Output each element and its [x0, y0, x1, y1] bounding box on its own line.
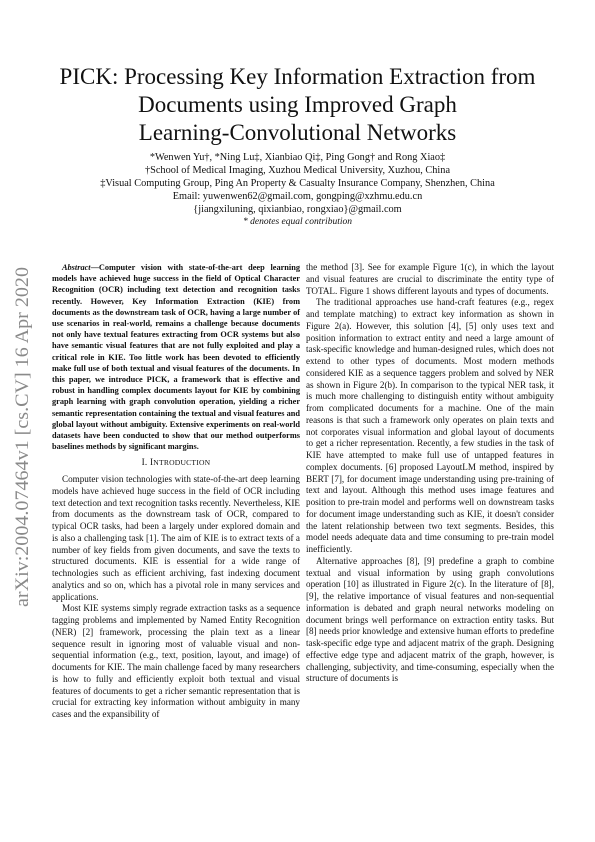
- arxiv-stamp-svg: [4, 262, 38, 612]
- abstract-dash: —: [90, 263, 99, 272]
- left-column: [52, 262, 300, 721]
- email-line-1[interactable]: Email: yuwenwen62@gmail.com, gongping@xzhmu.edu.cn: [172, 191, 423, 202]
- affiliation-1: †School of Medical Imaging, Xuzhou Medical University, Xuzhou, China: [144, 165, 451, 176]
- title-line-2: Documents using Improved Graph: [138, 92, 457, 118]
- author-names: *Wenwen Yu†, *Ning Lu‡, Xianbiao Qi‡, Ping Gong† and Rong Xiao‡: [149, 152, 446, 163]
- title-line-3: Learning-Convolutional Networks: [138, 120, 457, 146]
- affiliation-2: ‡Visual Computing Group, Ping An Property & Casualty Insurance Company, Shenzhen, China: [100, 178, 495, 189]
- section-title-rest: NTRODUCTION: [153, 458, 211, 468]
- right-paragraph-2: The traditional approaches use hand-craft features (e.g., regex and template matching) to extract key information as shown in Figure 2(a). However, this solution [4], [5] only uses text and position information to extract entity and need a large amount of task-specific knowledge and human-designed rules, which does not extend to other types of documents. Most modern methods considered KIE as a sequence taggers problem and solved by NER as shown in Figure 2(b). In comparison to the typical NER task, it is much more challenging to distinguish entity without ambiguity from complicated documents for a machine. One of the main reasons is that such a framework only operates on plain texts and not corporates visual information and global layout of documents to get a richer representation. Recently, a few studies in the task of KIE have attempted to make full use of untapped features in complex documents. [6] proposed LayoutLM method, inspired by BERT [7], for document image understanding using pre-training of text and layout. Although this method uses image features and position to pre-train model and performs well on downstream tasks for document image understanding such as KIE, it doesn't consider the latent relationship between two text segments. Besides, this model needs adequate data and time consuming to pre-train model inefficiently.: [306, 297, 554, 554]
- arxiv-stamp-text: arXiv:2004.07464v1 [cs.CV] 16 Apr 2020: [13, 293, 33, 607]
- right-column: [306, 262, 554, 685]
- paper-title: [40, 63, 555, 147]
- abstract-label: Abstract: [62, 263, 91, 272]
- right-paragraph-1: the method [3]. See for example Figure 1(c), in which the layout and visual features are crucial to discriminate the entity type of TOTAL. Figure 1 shows different layouts and types of documents.: [306, 262, 554, 296]
- right-paragraph-3: Alternative approaches [8], [9] predefine a graph to combine textual and visual information by using graph convolutions operation [10] as illustrated in Figure 2(c). In the literature of [8], [9], the relative importance of visual features and non-sequential information is debated and graph neural networks modeling on document brings well performance on extraction entity tasks. But [8] needs prior knowledge and extensive human efforts to predefine task-specific edge type and adjacent matrix of the graph. Designing effective edge type and adjacent matrix of the graph, however, is challenging, subjectivity, and time-consuming, especially when the structure of documents is: [306, 555, 554, 684]
- section-heading-introduction: [52, 457, 300, 470]
- section-number: I.: [141, 458, 148, 469]
- title-line-1: PICK: Processing Key Information Extraction from: [59, 64, 536, 90]
- author-block: [30, 151, 565, 229]
- abstract-text: Computer vision with state-of-the-art deep learning models have achieved huge success in the field of Optical Character Recognition (OCR) including text detection and recognition tasks recently. However, Key Information Extraction (KIE) from documents as the downstream task of OCR, having a large number of use scenarios in real-world, remains a challenge because documents not only have textual features extracting from OCR systems but also have semantic visual features that are not fully exploited and play a critical role in KIE. Too little work has been devoted to efficiently make full use of both textual and visual features of the documents. In this paper, we introduce PICK, a framework that is effective and robust in handling complex documents layout for KIE by combining graph learning with graph convolution operation, yielding a richer semantic representation containing the textual and visual features and global layout without ambiguity. Extensive experiments on real-world datasets have been conducted to show that our method outperforms baselines methods by significant margins.: [52, 263, 300, 452]
- section-title-initial: I: [150, 458, 154, 469]
- arxiv-stamp: [4, 262, 38, 612]
- equal-contribution-note: * denotes equal contribution: [243, 217, 352, 227]
- intro-paragraph-2: Most KIE systems simply regrade extraction tasks as a sequence tagging problems and implemented by Named Entity Recognition (NER) [2] framework, processing the plain text as a linear sequence result in ignoring most of valuable visual and non-sequential information (e.g., text, position, layout, and image) of documents for KIE. The main challenge faced by many researchers is how to fully and efficiently exploit both textual and visual features of documents to get a richer semantic representation that is crucial for extracting key information without ambiguity in many cases and the expansibility of: [52, 603, 300, 720]
- intro-paragraph-1: Computer vision technologies with state-of-the-art deep learning models have achieved huge success in the field of OCR including text detection and text recognition tasks recently. Nevertheless, KIE from documents as the downstream task of OCR, compared to typical OCR tasks, had been a largely under explored domain and is also a challenging task [1]. The aim of KIE is to extract texts of a number of key fields from given documents, and save the texts to structured documents. KIE is essential for a wide range of technologies such as efficient archiving, fast indexing document analytics and so on, which has a pivotal role in many services and applications.: [52, 474, 300, 602]
- abstract: [52, 262, 300, 452]
- email-line-2[interactable]: {jiangxiluning, qixianbiao, rongxiao}@gmail.com: [193, 204, 402, 215]
